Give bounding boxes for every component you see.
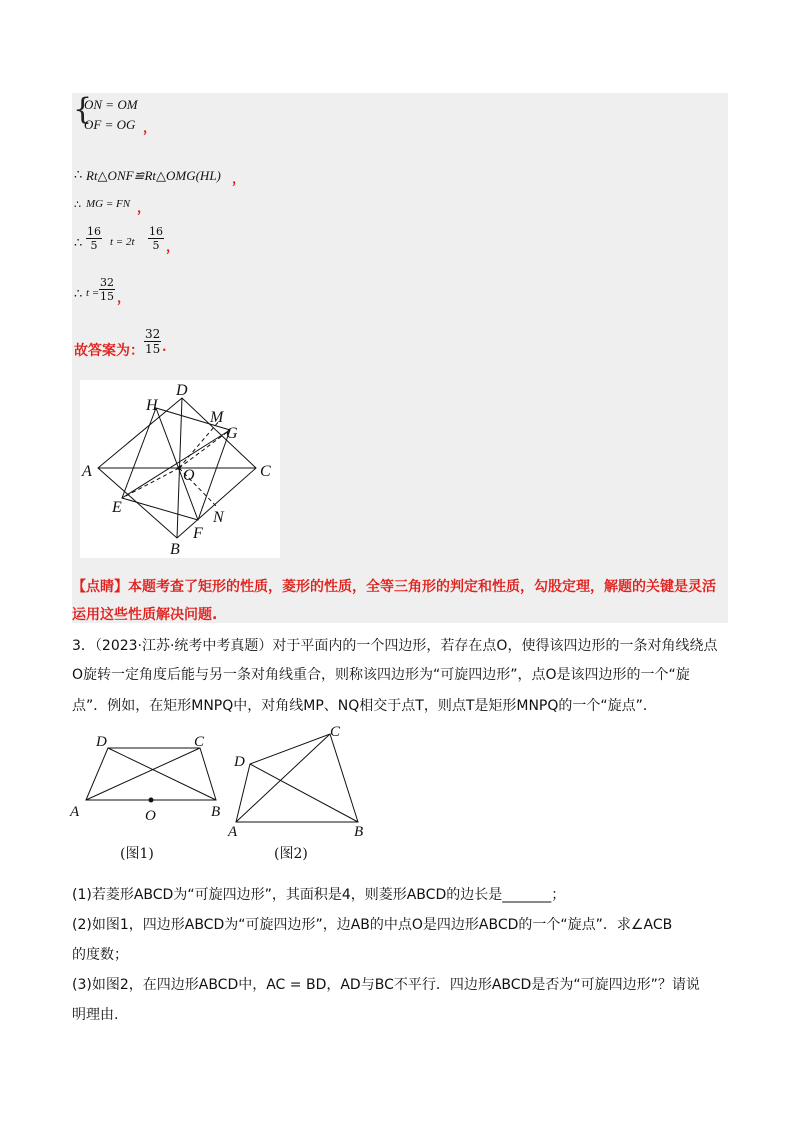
question-1: (1)若菱形ABCD为“可旋四边形”，其面积是4，则菱形ABCD的边长是_______； xyxy=(72,887,566,903)
figure-2-svg xyxy=(226,722,376,840)
question-3-line-1: (3)如图2，在四边形ABCD中，AC = BD，AD与BC不平行．四边形ABCD是否为“可旋四边形”？请说 xyxy=(72,977,700,993)
label-c: C xyxy=(330,724,341,740)
trapezoid-outline xyxy=(86,748,216,800)
problem-line-3: 点”．例如，在矩形MNPQ中，对角线MP、NQ相交于点T，则点T是矩形MNPQ的一个“旋点”． xyxy=(72,698,657,714)
therefore-symbol: ∴ xyxy=(74,287,83,302)
rhombus-diagram xyxy=(80,380,280,558)
step2-comma: ， xyxy=(137,201,151,216)
label-d: D xyxy=(234,754,245,770)
label-c: C xyxy=(194,734,205,750)
label-c: C xyxy=(260,463,271,480)
quadrilateral-outline xyxy=(236,734,358,822)
system-brace: { xyxy=(73,92,93,127)
label-e: E xyxy=(112,499,122,516)
label-n: N xyxy=(213,509,224,526)
label-b: B xyxy=(170,541,180,558)
system-line-1: ON = OM xyxy=(84,97,138,112)
label-m: M xyxy=(210,409,224,426)
label-b: B xyxy=(354,824,364,840)
question-2-line-2: 的度数； xyxy=(72,947,128,963)
figure-1-caption: (图1) xyxy=(120,846,154,862)
step4-comma: ， xyxy=(117,291,131,306)
label-b: B xyxy=(211,804,221,820)
label-a: A xyxy=(70,804,80,820)
therefore-symbol: ∴ xyxy=(74,198,81,211)
system-comma: ， xyxy=(143,121,157,136)
diagonal-ac xyxy=(236,734,330,822)
step1-comma: ， xyxy=(232,172,246,187)
segment-equality: MG = FN xyxy=(86,198,131,210)
label-f: F xyxy=(193,525,203,542)
remark-line-1: 【点睛】本题考查了矩形的性质，菱形的性质，全等三角形的判定和性质，勾股定理，解题的关键是灵活 xyxy=(72,579,716,595)
equation-t: t = 2t xyxy=(110,236,135,248)
rhombus-svg xyxy=(80,380,280,558)
question-3-line-2: 明理由. xyxy=(72,1007,119,1023)
figure-1-svg xyxy=(66,734,226,824)
label-d: D xyxy=(96,734,107,750)
label-h: H xyxy=(146,397,158,414)
label-o: O xyxy=(145,808,156,824)
figure-2-caption: (图2) xyxy=(274,846,308,862)
diagonal-ac xyxy=(86,748,200,800)
center-point xyxy=(177,466,181,470)
step3-comma: ， xyxy=(166,240,180,255)
label-d: D xyxy=(176,382,188,399)
rectangle-diagonal xyxy=(156,408,198,520)
congruence-statement: Rt△ONF≌Rt△OMG(HL) xyxy=(86,168,221,183)
system-line-2: OF = OG xyxy=(84,117,136,132)
answer-period: . xyxy=(162,340,167,355)
problem-line-1: 3．（2023·江苏·统考中考真题）对于平面内的一个四边形，若存在点O，使得该四边形的一条对角线绕点 xyxy=(72,638,718,654)
label-g: G xyxy=(226,425,238,442)
question-2-line-1: (2)如图1，四边形ABCD为“可旋四边形”，边AB的中点O是四边形ABCD的一个“旋点”．求∠ACB xyxy=(72,917,673,933)
midpoint-o xyxy=(149,798,154,803)
therefore-symbol: ∴ xyxy=(74,168,83,183)
fraction-32-15: $\frac{32}{15}$ xyxy=(100,276,114,303)
answer-label: 故答案为： xyxy=(74,343,144,359)
diagonal-bd xyxy=(108,748,216,800)
rectangle-diagonal xyxy=(122,430,230,498)
problem-line-2: O旋转一定角度后能与另一条对角线重合，则称该四边形为“可旋四边形”，点O是该四边形的一个“旋 xyxy=(72,667,690,683)
label-a: A xyxy=(228,824,238,840)
dashed-oe xyxy=(122,468,179,498)
answer-fraction: $\frac{32}{15}$ xyxy=(145,327,161,356)
fraction-16-5: $\frac{16}{5}$ xyxy=(149,225,163,252)
therefore-symbol: ∴ xyxy=(74,236,83,251)
t-equals: t = xyxy=(86,287,100,299)
dashed-om xyxy=(179,420,220,468)
label-o: O xyxy=(183,467,195,484)
fraction-16-5: $\frac{16}{5}$ xyxy=(87,225,101,252)
remark-line-2: 运用这些性质解决问题. xyxy=(72,607,218,623)
label-a: A xyxy=(82,463,92,480)
